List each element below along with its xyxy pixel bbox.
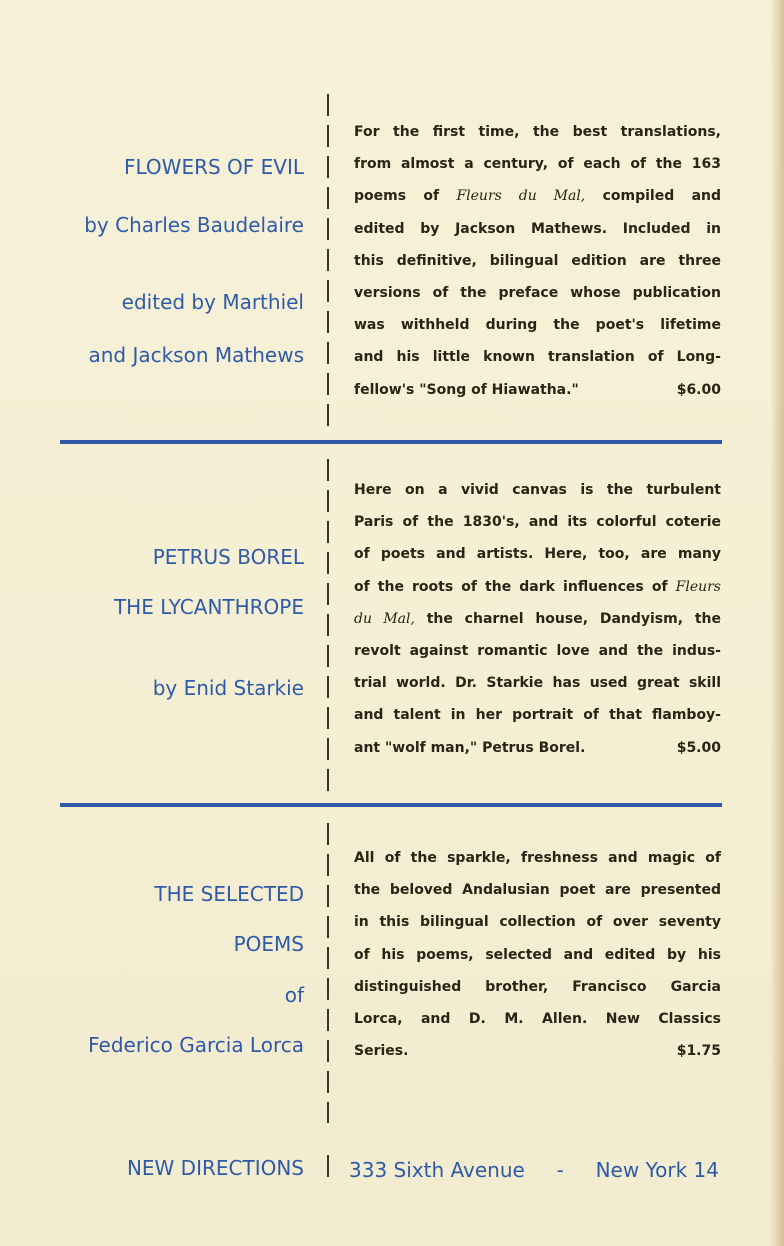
description-line: of the roots of the dark influences of Fleurs	[354, 578, 721, 595]
description-line: of his poems, selected and edited by his	[354, 946, 721, 963]
address-separator: -	[556, 1158, 564, 1182]
description-line: was withheld during the poet's lifetime	[354, 317, 721, 334]
description-line: Lorca, and D. M. Allen. New Classics	[354, 1011, 721, 1028]
book-title: PETRUS BOREL	[152, 545, 304, 569]
description-line: and his little known translation of Long-	[354, 349, 721, 366]
vertical-divider	[327, 1155, 329, 1183]
book-description	[354, 474, 721, 764]
book-author: by Enid Starkie	[152, 676, 304, 700]
description-line: Here on a vivid canvas is the turbulent	[354, 482, 721, 498]
book-title-italic: Fleurs du Mal,	[456, 188, 586, 205]
book-editors-line-1: edited by Marthiel	[121, 290, 304, 314]
description-line: revolt against romantic love and the indus-	[354, 643, 721, 660]
book-title-italic: Fleurs	[675, 578, 721, 595]
book-title: FLOWERS OF EVIL	[124, 155, 304, 179]
section-divider	[60, 803, 722, 807]
description-line: and talent in her portrait of that flamboy-	[354, 707, 721, 724]
description-line: fellow's "Song of Hiawatha." $6.00	[354, 374, 721, 406]
description-line: of poets and artists. Here, too, are many	[354, 546, 721, 563]
vertical-divider	[327, 459, 329, 793]
book-title-of: of	[284, 983, 304, 1007]
description-line: from almost a century, of each of the 163	[354, 156, 721, 173]
description-line: ant "wolf man," Petrus Borel. $5.00	[354, 732, 721, 764]
description-line: versions of the preface whose publication	[354, 285, 721, 302]
book-editors-line-2: and Jackson Mathews	[88, 343, 304, 367]
vertical-divider	[327, 94, 329, 430]
page-edge-shadow	[770, 0, 784, 1246]
description-line: du Mal, the charnel house, Dandyism, the	[354, 610, 721, 627]
description-line: All of the sparkle, freshness and magic of	[354, 850, 721, 866]
book-description	[354, 116, 721, 406]
description-line: the beloved Andalusian poet are presented	[354, 882, 721, 899]
description-line: poems of Fleurs du Mal, compiled and	[354, 188, 722, 205]
description-line: Series. $1.75	[354, 1035, 721, 1067]
book-description	[354, 842, 721, 1067]
book-price: $5.00	[676, 739, 721, 756]
book-author: by Charles Baudelaire	[84, 213, 304, 237]
vertical-divider	[327, 823, 329, 1123]
book-price: $6.00	[676, 381, 721, 398]
book-title-italic: du Mal,	[354, 610, 415, 627]
description-line: edited by Jackson Mathews. Included in	[354, 220, 721, 237]
book-author: Federico Garcia Lorca	[88, 1033, 304, 1057]
book-title: THE SELECTED	[154, 882, 304, 906]
description-line: trial world. Dr. Starkie has used great skill	[354, 675, 721, 692]
section-divider	[60, 440, 722, 444]
description-line: in this bilingual collection of over seventy	[354, 914, 721, 931]
description-line: this definitive, bilingual edition are three	[354, 252, 721, 269]
description-line: Paris of the 1830's, and its colorful coterie	[354, 514, 721, 531]
description-line: distinguished brother, Francisco Garcia	[354, 978, 721, 995]
publisher-name: NEW DIRECTIONS	[126, 1156, 304, 1180]
city: New York 14	[595, 1158, 719, 1182]
book-title-line-2: POEMS	[233, 932, 304, 956]
book-price: $1.75	[676, 1043, 721, 1060]
description-line: For the first time, the best translations,	[354, 124, 721, 140]
publisher-address	[349, 1158, 719, 1182]
street-address: 333 Sixth Avenue	[349, 1158, 525, 1182]
book-subtitle: THE LYCANTHROPE	[113, 595, 304, 619]
